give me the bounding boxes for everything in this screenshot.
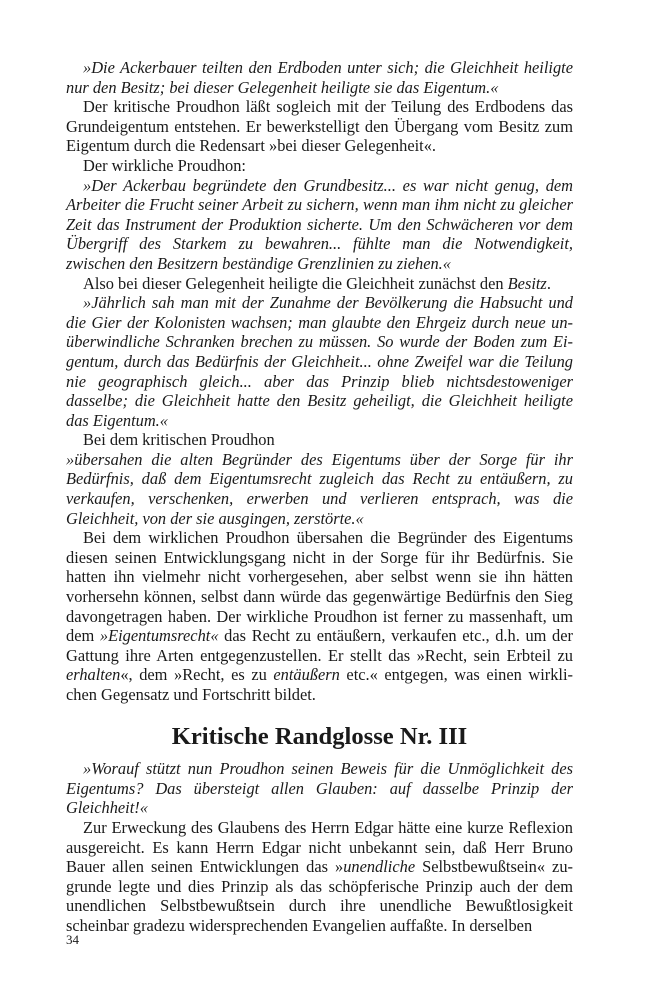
page-number: 34 xyxy=(66,932,79,947)
section-heading: Kritische Randglosse Nr. III xyxy=(171,722,468,750)
paragraph-wirklichen-proudhon: Bei dem wirklichen Proudhon übersahen die Begründer des Eigentums diesen seinen Entwicklungsgang nicht in der Sorge für ihr Bedürfnis. Sie hatten ihn vielmehr nicht vorhergesehen, aber selbst wenn sie ihn hätten vorhersehn können, selbst dann würde das gegenwärtige Bedürfnis den Sieg davongetragen haben. Der wirkliche Proudhon ist ferner zu massenhaft, um dem »Eigentumsrecht« das Recht zu entäußern, verkaufen etc., d.h. um der Gattung ihre Arten entgegenzustellen. Er stellt das »Recht, sein Erbteil zu erhalten«, dem »Recht, es zu entäußern etc.« entgegen, was einen wirklichen Gegensatz und Fortschritt bildet. xyxy=(66,528,574,704)
paragraph-wirkliche-proudhon: Der wirkliche Proudhon: xyxy=(83,155,246,175)
quote-uebersahen: »übersahen die alten Begründer des Eigentums über der Sorge für ihr Bedürfnis, daß dem Eigentumsrecht zugleich das Recht zu entäußern, zu verkaufen, verschenken, erwerben und verlieren entsprach, was die Gleichheit, von der sie ausgingen, zerstörte.« xyxy=(66,449,573,528)
paragraph-kritischen-proudhon: Bei dem kritischen Proudhon xyxy=(83,430,275,450)
quote-ackerbau: »Der Ackerbau begründete den Grundbesitz... es war nicht genug, dem Arbeiter die Frucht seiner Arbeit zu sichern, wenn man ihm nicht zu gleicher Zeit das Instrument der Produktion sicherte. Um den Schwächeren vor dem Übergriff des Starkem zu bewahren... fühlte man die Notwendigkeit, zwischen den Besitzern beständige Grenzlinien zu ziehen.« xyxy=(66,175,573,273)
paragraph-gelegenheit: Also bei dieser Gelegenheit heiligte die Gleichheit zunächst den Besitz. xyxy=(83,273,551,293)
paragraph-erweckung: Zur Erweckung des Glaubens des Herrn Edgar hätte eine kurze Reflexion ausgereicht. Es kann Herrn Edgar nicht unbekannt sein, daß Herr Bruno Bauer allen seinen Entwicklungen das »unendliche Selbstbewußtsein« zugrunde legte und dies Prinzip als das schöpferische Prinzip auch der dem unendlichen Selbstbewußtsein durch ihre unendliche Bewußtlosigkeit scheinbar gradezu widersprechenden Evangelien auffaßte. In derselben xyxy=(66,817,573,935)
quote-ackerbauer: »Die Ackerbauer teilten den Erdboden unter sich; die Gleichheit heiligte nur den Besitz; bei dieser Gelegenheit heiligte sie das Eigentum.« xyxy=(66,58,573,97)
quote-worauf: »Worauf stützt nun Proudhon seinen Beweis für die Unmöglichkeit des Eigentums? Das übersteigt allen Glauben: auf dasselbe Prinzip der Gleichheit!« xyxy=(66,759,573,818)
page-body xyxy=(66,58,573,936)
quote-jaehrlich: »Jährlich sah man mit der Zunahme der Bevölkerung die Habsucht und die Gier der Kolonisten wachsen; man glaubte den Ehrgeiz durch neue unüberwindliche Schranken brechen zu müssen. So wurde der Boden zum Eigentum, durch das Bedürfnis der Gleichheit... ohne Zweifel war die Teilung nie geographisch gleich... aber das Prinzip blieb nichtsdestoweniger dasselbe; die Gleichheit hatte den Besitz geheiligt, die Gleichheit heiligte das Eigentum.« xyxy=(66,293,573,430)
paragraph-kritische-proudhon: Der kritische Proudhon läßt sogleich mit der Teilung des Erdbodens das Grundeigentum entstehen. Er bewerkstelligt den Übergang vom Besitz zum Eigentum durch die Redensart »bei dieser Gelegenheit«. xyxy=(66,97,573,156)
